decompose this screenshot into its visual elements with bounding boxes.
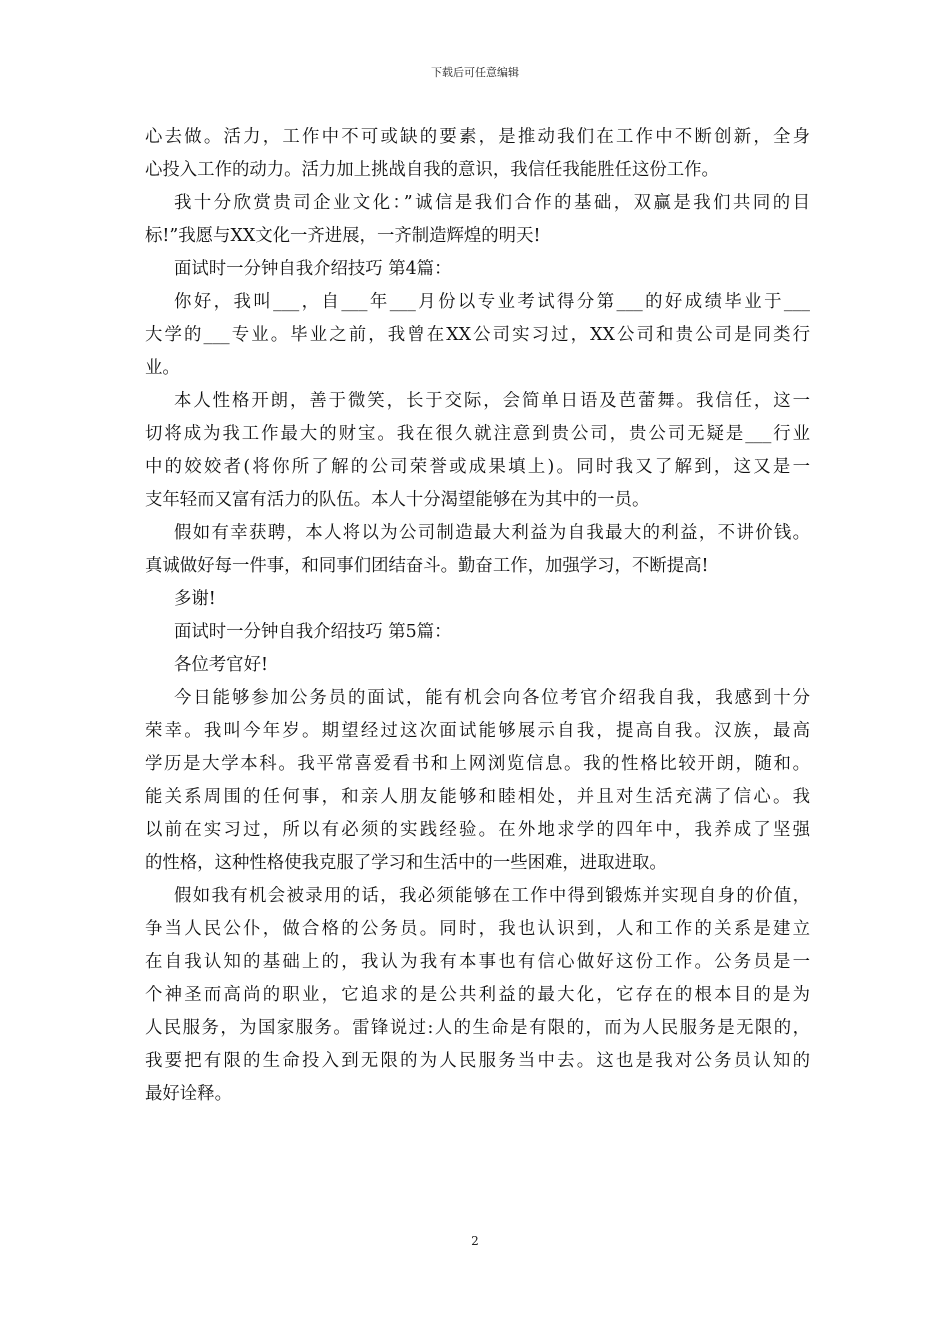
text-line: 假如有幸获聘，本人将以为公司制造最大利益为自我最大的利益，不讲价钱。 [174, 523, 810, 543]
text-line: 心投入工作的动力。活力加上挑战自我的意识，我信任我能胜任这份工作。 [145, 160, 719, 180]
text-line: 在自我认知的基础上的，我认为我有本事也有信心做好这份工作。公务员是一 [145, 952, 810, 972]
text-line: 人民服务，为国家服务。雷锋说过:人的生命是有限的，而为人民服务是无限的， [145, 1018, 810, 1038]
document-body [145, 121, 810, 1111]
text-line: 切将成为我工作最大的财宝。我在很久就注意到贵公司，贵公司无疑是___行业 [145, 424, 810, 444]
text-line: 大学的___专业。毕业之前，我曾在XX公司实习过，XX公司和贵公司是同类行 [145, 325, 810, 345]
section-heading: 面试时一分钟自我介绍技巧 第5篇： [174, 622, 452, 642]
text-line: 中的姣姣者(将你所了解的公司荣誉或成果填上)。同时我又了解到，这又是一 [145, 457, 810, 477]
text-line: 多谢! [174, 589, 216, 609]
section-heading: 面试时一分钟自我介绍技巧 第4篇： [174, 259, 452, 279]
text-line: 我十分欣赏贵司企业文化：”诚信是我们合作的基础，双赢是我们共同的目 [174, 193, 810, 213]
text-line: 最好诠释。 [145, 1084, 232, 1104]
text-line: 你好，我叫___，自___年___月份以专业考试得分第___的好成绩毕业于___ [174, 292, 810, 312]
text-line: 真诚做好每一件事，和同事们团结奋斗。勤奋工作，加强学习，不断提高! [145, 556, 709, 576]
text-line: 各位考官好! [174, 655, 268, 675]
text-line: 本人性格开朗，善于微笑，长于交际，会简单日语及芭蕾舞。我信任，这一 [174, 391, 810, 411]
text-line: 争当人民公仆，做合格的公务员。同时，我也认识到，人和工作的关系是建立 [145, 919, 810, 939]
text-line: 学历是大学本科。我平常喜爱看书和上网浏览信息。我的性格比较开朗，随和。 [145, 754, 810, 774]
text-line: 的性格，这种性格使我克服了学习和生活中的一些困难，进取进取。 [145, 853, 667, 873]
text-line: 以前在实习过，所以有必须的实践经验。在外地求学的四年中，我养成了坚强 [145, 820, 810, 840]
text-line: 今日能够参加公务员的面试，能有机会向各位考官介绍我自我，我感到十分 [174, 688, 810, 708]
text-line: 支年轻而又富有活力的队伍。本人十分渴望能够在为其中的一员。 [145, 490, 650, 510]
text-line: 假如我有机会被录用的话，我必须能够在工作中得到锻炼并实现自身的价值， [174, 886, 810, 906]
page-header: 下载后可任意编辑 [431, 66, 519, 79]
text-line: 能关系周围的任何事，和亲人朋友能够和睦相处，并且对生活充满了信心。我 [145, 787, 810, 807]
text-line: 心去做。活力，工作中不可或缺的要素，是推动我们在工作中不断创新，全身 [145, 127, 810, 147]
text-line: 荣幸。我叫今年岁。期望经过这次面试能够展示自我，提高自我。汉族，最高 [145, 721, 810, 741]
text-line: 个神圣而高尚的职业，它追求的是公共利益的最大化，它存在的根本目的是为 [145, 985, 810, 1005]
text-line: 标!”我愿与XX文化一齐进展，一齐制造辉煌的明天! [145, 226, 541, 246]
text-line: 业。 [145, 358, 180, 378]
page-number: 2 [471, 1234, 479, 1248]
text-line: 我要把有限的生命投入到无限的为人民服务当中去。这也是我对公务员认知的 [145, 1051, 810, 1071]
